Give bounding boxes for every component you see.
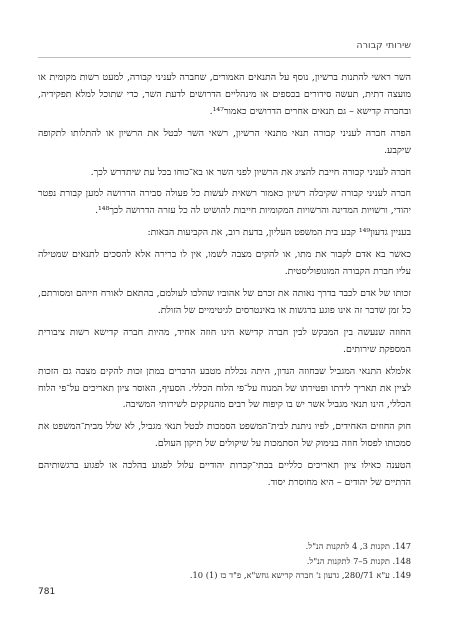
- paragraph: חברה לעניני קבורה חייבת להציג את הרשיון לפני השר או בא־כוחו בכל עת שיתדרש לכך.: [90, 166, 411, 178]
- paragraph: החוזה שנעשה בין המבקש לבין חברה קדישא הינו חוזה אחיד, מהיות חברה קדישא רשות ציבורית המספקת שירותים.: [38, 326, 411, 355]
- footnotes: [38, 539, 411, 583]
- header-divider: [38, 57, 411, 58]
- paragraph: הטענה כאילו ציון תאריכים כלליים בבתי־קברות יהודיים עלול לפגוע בהלכה או לפגוע ברגשותיהם הדתיים של יהודים – היא מחוסרת יסוד.: [38, 460, 411, 489]
- footnote: 149. ע"א 280/71, גדעון נ' חברה קדישא גחש"א, פ"ד כז (1) 10.: [189, 570, 411, 580]
- paragraph: הפרה חברה לעניני קבורה תנאי מתנאי הרשיון, רשאי השר לבטל את הרשיון או להתלותו לתקופה שיקבע.: [38, 127, 411, 156]
- footnote: 148. תקנות 5–7 לתקנות הנ"ל.: [306, 555, 411, 566]
- footnote: 147. תקנות 3, 4 לתקנות הנ"ל.: [305, 541, 411, 551]
- paragraph: כאשר בא אדם לקבור את מתו, או להקים מצבה לשמו, אין לו ברירה אלא להסכים לתנאים שמטילה עליו חברת הקבורה המונופוליסטית.: [38, 249, 411, 278]
- running-header-title: שירותי קבורה: [356, 40, 411, 51]
- paragraph: אלמלא התנאי המגביל שבחוזה הנדון, היתה נכללת מטבע הדברים במתן זכות להקים מצבה גם הזכות לציין את תאריך לידתו ופטירתו של המנוח על־פי הלוח הכללי. הסעיף, האוסר ציון תאריכים על־פי הלוח הכללי, הינו תנאי מגביל אשר יש בו קיפוח של רבים מהנזקקים לשירותי המשיבה.: [38, 365, 411, 411]
- paragraph: השר ראשי להתנות ברשיון, נוסף על התנאים האמורים, שחברה לעניני קבורה, למעט רשות מקומית או מועצה דתית, תעשה סידורים בכספים או מינהליים הדרושים לדעת השר, כדי שתוכל למלא תפקידיה, ובחברה קדישא – גם תנאים אחרים הדרושים כאמור¹⁴⁷.: [38, 72, 411, 117]
- paragraph: בעניין גדעון¹⁴⁹ קבע בית המשפט העליון, בדעת רוב, את הקביעות הבאות:: [147, 227, 411, 239]
- paragraph: חוק החוזים האחידים, לפיו ניתנת לבית־המשפט הסמכות לבטל תנאי מגביל, לא שלל מבית־המשפט את סמכותו לפסול חוזה בנימוק של הסתמכות על שיקולים של תיקון העולם.: [38, 421, 411, 450]
- paragraph: חברה לעניני קבורה שקיבלה רשיון כאמור רשאית לעשות כל פעולה סבירה הדרושה למען קבורת נפטר יהודי, ורשויות המדינה והרשויות המקומיות חייבות להושיט לה כל עזרה הדרושה לכך¹⁴⁸.: [38, 188, 411, 217]
- body-text: [38, 70, 411, 497]
- paragraph: זכותו של אדם לכבד בדרך נאותה את זכרם של אהוביו שהלכו לעולמם, בהתאם לאורח חייהם ומסורתם, כל זמן שדבר זה אינו פוגע ברגשות או באינטרסים לגיטימיים של הזולת.: [38, 287, 411, 316]
- page-number: 781: [38, 587, 56, 597]
